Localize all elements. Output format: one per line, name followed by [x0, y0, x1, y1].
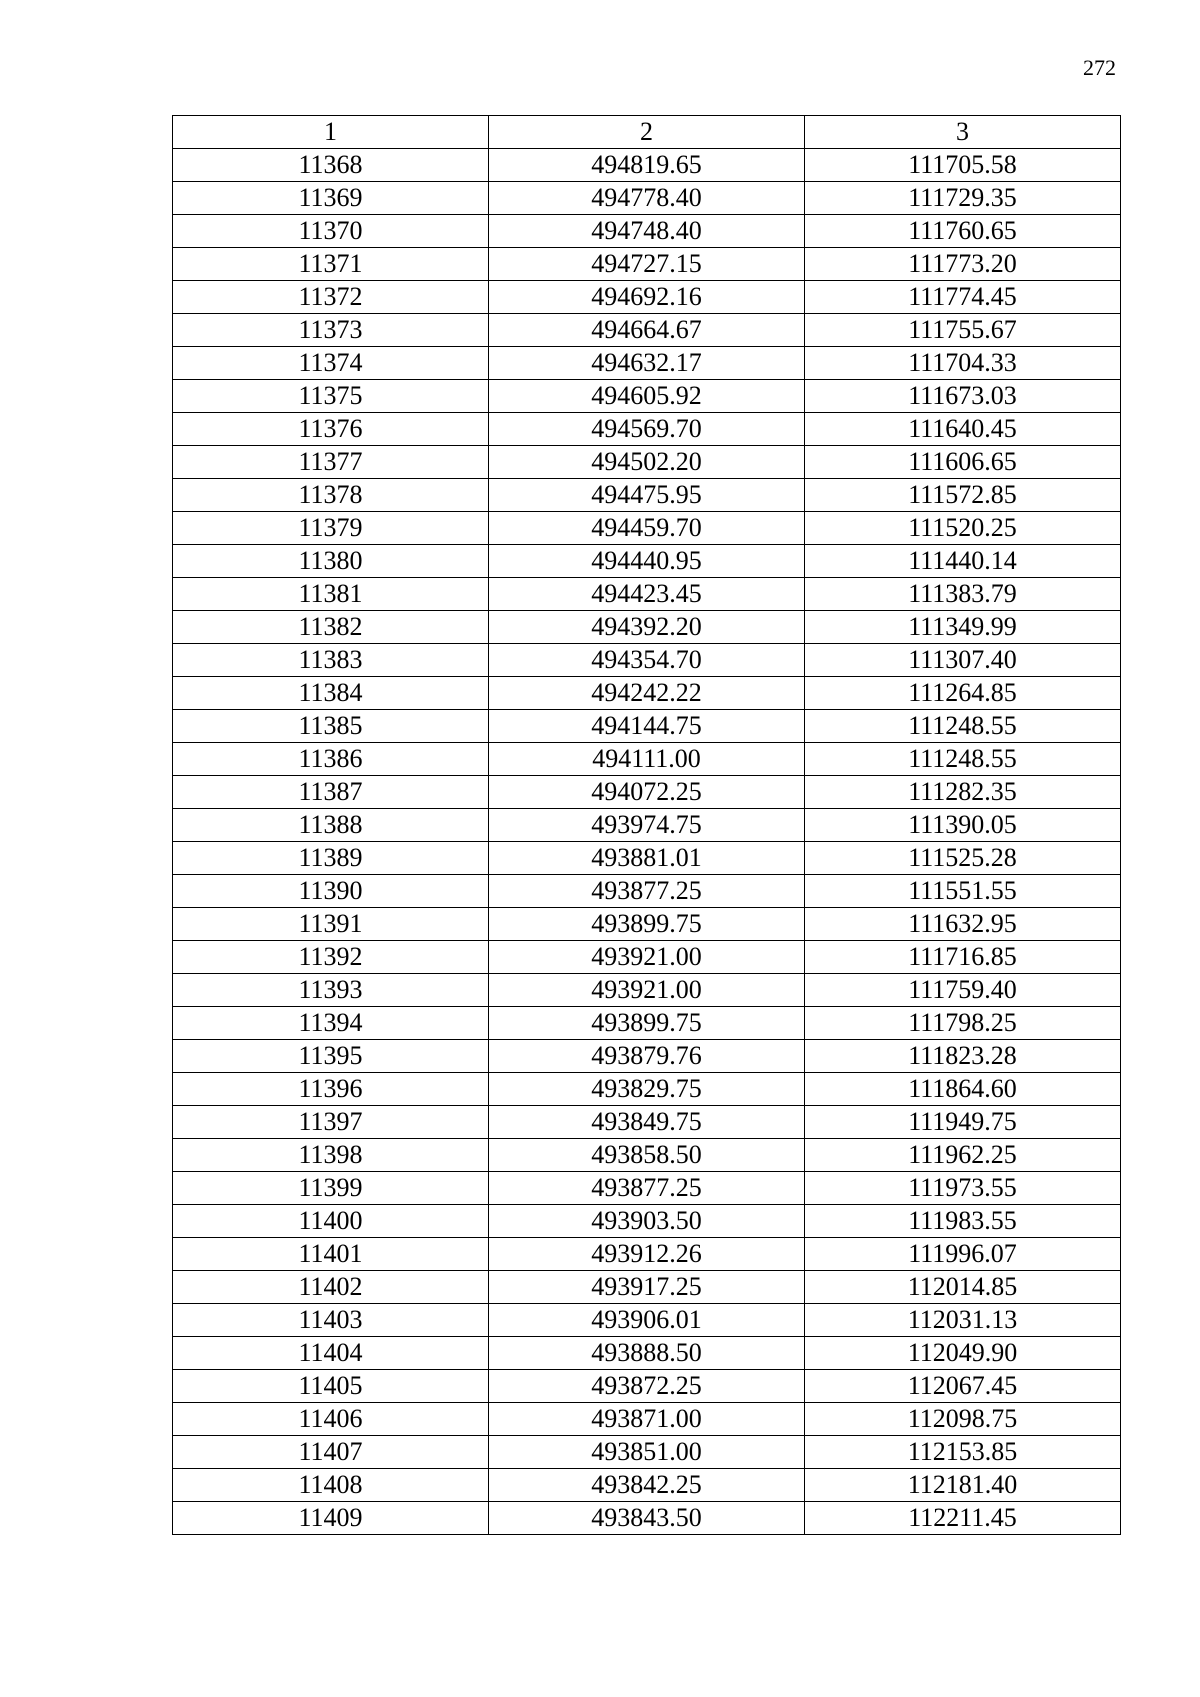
- y-coordinate-cell: 111520.25: [805, 512, 1121, 545]
- point-number-cell: 11377: [173, 446, 489, 479]
- x-coordinate-cell: 494423.45: [489, 578, 805, 611]
- table-row: [173, 479, 1121, 512]
- y-coordinate-cell: 111729.35: [805, 182, 1121, 215]
- x-coordinate-cell: 493871.00: [489, 1403, 805, 1436]
- y-coordinate-cell: 111759.40: [805, 974, 1121, 1007]
- x-coordinate-cell: 494459.70: [489, 512, 805, 545]
- table-row: [173, 314, 1121, 347]
- y-coordinate-cell: 111996.07: [805, 1238, 1121, 1271]
- x-coordinate-cell: 493921.00: [489, 941, 805, 974]
- page-number: 272: [1083, 55, 1116, 80]
- y-coordinate-cell: 111760.65: [805, 215, 1121, 248]
- point-number-cell: 11382: [173, 611, 489, 644]
- y-coordinate-cell: 111632.95: [805, 908, 1121, 941]
- y-coordinate-cell: 111640.45: [805, 413, 1121, 446]
- x-coordinate-cell: 493843.50: [489, 1502, 805, 1535]
- point-number-cell: 11391: [173, 908, 489, 941]
- table-row: [173, 248, 1121, 281]
- y-coordinate-cell: 111264.85: [805, 677, 1121, 710]
- y-coordinate-cell: 111606.65: [805, 446, 1121, 479]
- table-row: [173, 1238, 1121, 1271]
- point-number-cell: 11407: [173, 1436, 489, 1469]
- table-row: [173, 1073, 1121, 1106]
- point-number-cell: 11392: [173, 941, 489, 974]
- point-number-cell: 11399: [173, 1172, 489, 1205]
- x-coordinate-cell: 493877.25: [489, 1172, 805, 1205]
- x-coordinate-cell: 493899.75: [489, 908, 805, 941]
- point-number-cell: 11386: [173, 743, 489, 776]
- point-number-cell: 11393: [173, 974, 489, 1007]
- y-coordinate-cell: 111755.67: [805, 314, 1121, 347]
- y-coordinate-cell: 111704.33: [805, 347, 1121, 380]
- table-row: [173, 611, 1121, 644]
- table-body: [173, 149, 1121, 1535]
- point-number-cell: 11397: [173, 1106, 489, 1139]
- table-row: [173, 545, 1121, 578]
- point-number-cell: 11387: [173, 776, 489, 809]
- x-coordinate-cell: 494748.40: [489, 215, 805, 248]
- table-row: [173, 1007, 1121, 1040]
- y-coordinate-cell: 111551.55: [805, 875, 1121, 908]
- x-coordinate-cell: 493906.01: [489, 1304, 805, 1337]
- y-coordinate-cell: 112181.40: [805, 1469, 1121, 1502]
- point-number-cell: 11383: [173, 644, 489, 677]
- table-row: [173, 149, 1121, 182]
- y-coordinate-cell: 112098.75: [805, 1403, 1121, 1436]
- coordinates-table: [172, 115, 1121, 1535]
- y-coordinate-cell: 111440.14: [805, 545, 1121, 578]
- y-coordinate-cell: 111864.60: [805, 1073, 1121, 1106]
- table-row: [173, 974, 1121, 1007]
- table-row: [173, 644, 1121, 677]
- point-number-cell: 11388: [173, 809, 489, 842]
- table-header: [173, 116, 1121, 149]
- x-coordinate-cell: 494502.20: [489, 446, 805, 479]
- x-coordinate-cell: 493899.75: [489, 1007, 805, 1040]
- point-number-cell: 11373: [173, 314, 489, 347]
- column-header-3: 3: [805, 116, 1121, 149]
- y-coordinate-cell: 111823.28: [805, 1040, 1121, 1073]
- x-coordinate-cell: 494144.75: [489, 710, 805, 743]
- table-row: [173, 908, 1121, 941]
- table-row: [173, 842, 1121, 875]
- point-number-cell: 11381: [173, 578, 489, 611]
- y-coordinate-cell: 112153.85: [805, 1436, 1121, 1469]
- point-number-cell: 11384: [173, 677, 489, 710]
- y-coordinate-cell: 111798.25: [805, 1007, 1121, 1040]
- point-number-cell: 11394: [173, 1007, 489, 1040]
- point-number-cell: 11402: [173, 1271, 489, 1304]
- y-coordinate-cell: 111773.20: [805, 248, 1121, 281]
- x-coordinate-cell: 493903.50: [489, 1205, 805, 1238]
- point-number-cell: 11395: [173, 1040, 489, 1073]
- table-row: [173, 1337, 1121, 1370]
- x-coordinate-cell: 494692.16: [489, 281, 805, 314]
- table-row: [173, 1040, 1121, 1073]
- table-row: [173, 677, 1121, 710]
- point-number-cell: 11374: [173, 347, 489, 380]
- y-coordinate-cell: 112014.85: [805, 1271, 1121, 1304]
- point-number-cell: 11409: [173, 1502, 489, 1535]
- table-row: [173, 710, 1121, 743]
- table-row: [173, 512, 1121, 545]
- point-number-cell: 11396: [173, 1073, 489, 1106]
- table-row: [173, 1271, 1121, 1304]
- x-coordinate-cell: 494819.65: [489, 149, 805, 182]
- x-coordinate-cell: 494392.20: [489, 611, 805, 644]
- table-row: [173, 1370, 1121, 1403]
- x-coordinate-cell: 493912.26: [489, 1238, 805, 1271]
- table-row: [173, 446, 1121, 479]
- x-coordinate-cell: 493851.00: [489, 1436, 805, 1469]
- table-row: [173, 743, 1121, 776]
- point-number-cell: 11400: [173, 1205, 489, 1238]
- y-coordinate-cell: 111572.85: [805, 479, 1121, 512]
- table-row: [173, 1205, 1121, 1238]
- header-row: [173, 116, 1121, 149]
- table-row: [173, 1172, 1121, 1205]
- table-row: [173, 1469, 1121, 1502]
- x-coordinate-cell: 493842.25: [489, 1469, 805, 1502]
- y-coordinate-cell: 111248.55: [805, 743, 1121, 776]
- x-coordinate-cell: 494778.40: [489, 182, 805, 215]
- point-number-cell: 11390: [173, 875, 489, 908]
- table-row: [173, 941, 1121, 974]
- x-coordinate-cell: 493974.75: [489, 809, 805, 842]
- table-row: [173, 578, 1121, 611]
- x-coordinate-cell: 493879.76: [489, 1040, 805, 1073]
- point-number-cell: 11368: [173, 149, 489, 182]
- y-coordinate-cell: 111716.85: [805, 941, 1121, 974]
- y-coordinate-cell: 112067.45: [805, 1370, 1121, 1403]
- y-coordinate-cell: 111248.55: [805, 710, 1121, 743]
- point-number-cell: 11376: [173, 413, 489, 446]
- x-coordinate-cell: 493888.50: [489, 1337, 805, 1370]
- x-coordinate-cell: 494111.00: [489, 743, 805, 776]
- table-row: [173, 1139, 1121, 1172]
- y-coordinate-cell: 112031.13: [805, 1304, 1121, 1337]
- table-row: [173, 1304, 1121, 1337]
- x-coordinate-cell: 493921.00: [489, 974, 805, 1007]
- table-row: [173, 1502, 1121, 1535]
- x-coordinate-cell: 494475.95: [489, 479, 805, 512]
- column-header-1: 1: [173, 116, 489, 149]
- x-coordinate-cell: 494727.15: [489, 248, 805, 281]
- point-number-cell: 11404: [173, 1337, 489, 1370]
- point-number-cell: 11389: [173, 842, 489, 875]
- point-number-cell: 11401: [173, 1238, 489, 1271]
- point-number-cell: 11398: [173, 1139, 489, 1172]
- point-number-cell: 11385: [173, 710, 489, 743]
- table-row: [173, 182, 1121, 215]
- x-coordinate-cell: 493829.75: [489, 1073, 805, 1106]
- table-row: [173, 1403, 1121, 1436]
- y-coordinate-cell: 111673.03: [805, 380, 1121, 413]
- point-number-cell: 11379: [173, 512, 489, 545]
- x-coordinate-cell: 494242.22: [489, 677, 805, 710]
- table-row: [173, 776, 1121, 809]
- table-row: [173, 413, 1121, 446]
- y-coordinate-cell: 112211.45: [805, 1502, 1121, 1535]
- point-number-cell: 11371: [173, 248, 489, 281]
- point-number-cell: 11370: [173, 215, 489, 248]
- table-row: [173, 380, 1121, 413]
- point-number-cell: 11408: [173, 1469, 489, 1502]
- column-header-2: 2: [489, 116, 805, 149]
- y-coordinate-cell: 111705.58: [805, 149, 1121, 182]
- x-coordinate-cell: 493917.25: [489, 1271, 805, 1304]
- x-coordinate-cell: 494605.92: [489, 380, 805, 413]
- x-coordinate-cell: 494632.17: [489, 347, 805, 380]
- x-coordinate-cell: 493872.25: [489, 1370, 805, 1403]
- point-number-cell: 11405: [173, 1370, 489, 1403]
- point-number-cell: 11406: [173, 1403, 489, 1436]
- table-row: [173, 1106, 1121, 1139]
- x-coordinate-cell: 494664.67: [489, 314, 805, 347]
- x-coordinate-cell: 493849.75: [489, 1106, 805, 1139]
- table-row: [173, 809, 1121, 842]
- point-number-cell: 11380: [173, 545, 489, 578]
- y-coordinate-cell: 111307.40: [805, 644, 1121, 677]
- y-coordinate-cell: 111282.35: [805, 776, 1121, 809]
- x-coordinate-cell: 494440.95: [489, 545, 805, 578]
- table-row: [173, 281, 1121, 314]
- table-row: [173, 215, 1121, 248]
- y-coordinate-cell: 111949.75: [805, 1106, 1121, 1139]
- x-coordinate-cell: 494569.70: [489, 413, 805, 446]
- y-coordinate-cell: 111525.28: [805, 842, 1121, 875]
- point-number-cell: 11403: [173, 1304, 489, 1337]
- y-coordinate-cell: 112049.90: [805, 1337, 1121, 1370]
- y-coordinate-cell: 111349.99: [805, 611, 1121, 644]
- point-number-cell: 11375: [173, 380, 489, 413]
- y-coordinate-cell: 111983.55: [805, 1205, 1121, 1238]
- x-coordinate-cell: 494354.70: [489, 644, 805, 677]
- y-coordinate-cell: 111962.25: [805, 1139, 1121, 1172]
- table-row: [173, 1436, 1121, 1469]
- y-coordinate-cell: 111383.79: [805, 578, 1121, 611]
- table-row: [173, 347, 1121, 380]
- y-coordinate-cell: 111390.05: [805, 809, 1121, 842]
- x-coordinate-cell: 494072.25: [489, 776, 805, 809]
- table-row: [173, 875, 1121, 908]
- x-coordinate-cell: 493858.50: [489, 1139, 805, 1172]
- x-coordinate-cell: 493881.01: [489, 842, 805, 875]
- point-number-cell: 11378: [173, 479, 489, 512]
- y-coordinate-cell: 111774.45: [805, 281, 1121, 314]
- x-coordinate-cell: 493877.25: [489, 875, 805, 908]
- point-number-cell: 11372: [173, 281, 489, 314]
- y-coordinate-cell: 111973.55: [805, 1172, 1121, 1205]
- point-number-cell: 11369: [173, 182, 489, 215]
